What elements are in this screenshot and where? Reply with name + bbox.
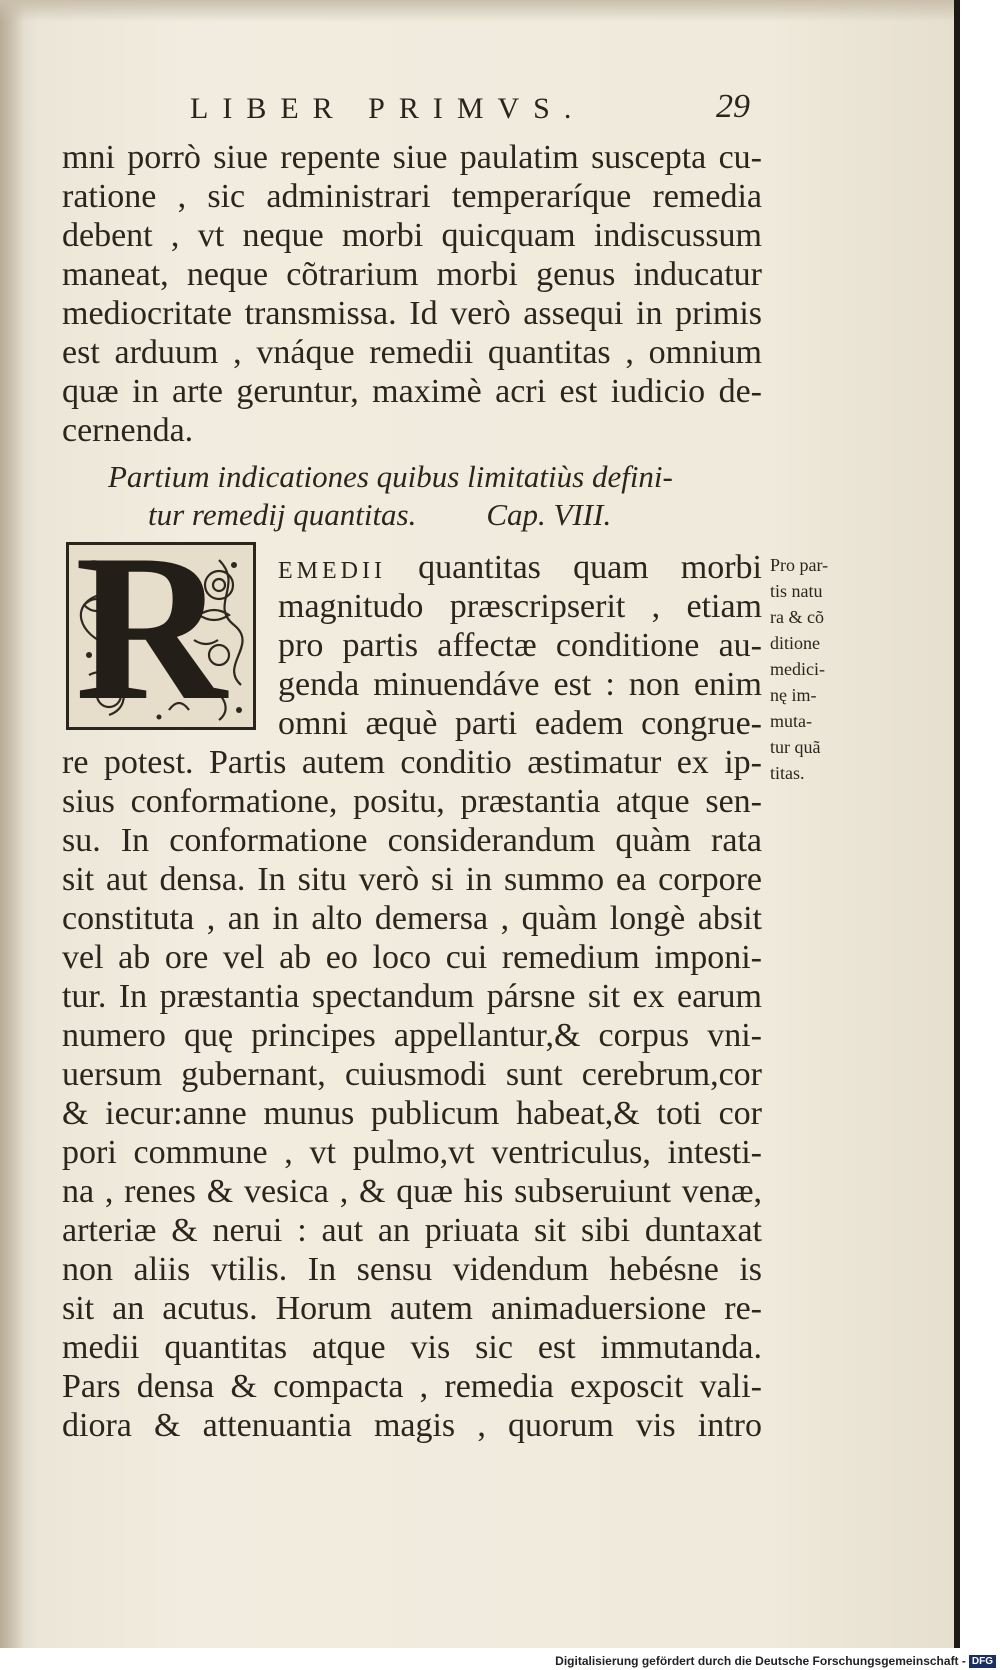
marginal-line: muta-: [770, 711, 812, 731]
text-line: sit aut densa. In situ verò si in summo ea corpore: [62, 861, 762, 898]
text-line: pori commune , vt pulmo,vt ventriculus, intesti-: [62, 1134, 762, 1171]
text-line: diora & attenuantia magis , quorum vis intro: [62, 1407, 762, 1444]
text-line: re potest. Partis autem conditio æstimatur ex ip-: [62, 744, 762, 781]
text-line: su. In conformatione considerandum quàm rata: [62, 822, 762, 859]
marginal-line: medici-: [770, 659, 825, 679]
marginal-line: tur quã: [770, 737, 821, 757]
chapter-number: Cap. VIII.: [486, 497, 612, 532]
text-line: arteriæ & nerui : aut an priuata sit sibi duntaxat: [62, 1212, 762, 1249]
digitization-credit: [555, 1654, 996, 1668]
chapter-title-line-2: tur remedij quantitas.: [148, 497, 417, 532]
page-number: 29: [716, 88, 750, 125]
marginal-line: titas.: [770, 763, 805, 783]
text-line: sit an acutus. Horum autem animaduersione re-: [62, 1290, 762, 1327]
text-line: na , renes & vesica , & quæ his subseruiunt venæ,: [62, 1173, 762, 1210]
opening-rest: quantitas quam morbi: [385, 549, 762, 586]
opening-word: emedii: [278, 549, 386, 586]
marginal-note: [770, 552, 862, 786]
dfg-logo: DFG: [969, 1655, 996, 1668]
text-line: omni æquè parti eadem congrue-: [278, 705, 762, 742]
text-line: maneat, neque cõtrarium morbi genus inducatur: [62, 256, 762, 293]
text-line: est arduum , vnáque remedii quantitas , omnium: [62, 334, 762, 371]
marginal-line: ditione: [770, 633, 820, 653]
text-line: [278, 548, 762, 587]
text-line: constituta , an in alto demersa , quàm longè absit: [62, 900, 762, 937]
text-line: cernenda.: [62, 412, 194, 449]
text-line: genda minuendáve est : non enim: [278, 666, 762, 703]
text-line: numero quę principes appellantur,& corpus vni-: [62, 1017, 762, 1054]
drop-cap-lines: [278, 548, 762, 743]
text-line: non aliis vtilis. In sensu videndum hebésne is: [62, 1251, 762, 1288]
text-line: debent , vt neque morbi quicquam indiscussum: [62, 217, 762, 254]
text-line: medii quantitas atque vis sic est immutanda.: [62, 1329, 762, 1366]
chapter-body: [62, 743, 762, 1445]
marginal-line: nę im-: [770, 685, 817, 705]
text-line: uersum gubernant, cuiusmodi sunt cerebrum,cor: [62, 1056, 762, 1093]
text-line: tur. In præstantia spectandum pársne sit ex earum: [62, 978, 762, 1015]
opening-paragraph: [62, 138, 762, 450]
marginal-line: tis natu: [770, 581, 823, 601]
initial-letter: R: [75, 512, 227, 744]
text-line: vel ab ore vel ab eo loco cui remedium imponi-: [62, 939, 762, 976]
credit-text: Digitalisierung gefördert durch die Deutsche Forschungsgemeinschaft -: [555, 1653, 966, 1668]
text-line: mni porrò siue repente siue paulatim susceptа cu-: [62, 139, 762, 176]
text-line: mediocritate transmissa. Id verò assequi in primis: [62, 295, 762, 332]
chapter-title-line-1: Partium indicationes quibus limitatiùs defini-: [108, 459, 673, 494]
marginal-line: ra & cõ: [770, 607, 824, 627]
text-line: magnitudo præscripserit , etiam: [278, 588, 762, 625]
marginal-line: Pro par-: [770, 555, 829, 575]
text-line: quæ in arte geruntur, maximè acri est iudicio de-: [62, 373, 762, 410]
running-head: LIBER PRIMVS.: [190, 92, 586, 125]
text-line: ratione , sic administrari temperaríque remedia: [62, 178, 762, 215]
text-line: sius conformatione, positu, præstantia atque sen-: [62, 783, 762, 820]
text-line: pro partis affectæ conditione au-: [278, 627, 762, 664]
text-line: & iecur:anne munus publicum habeat,& toti cor: [62, 1095, 762, 1132]
text-line: Pars densa & compacta , remedia exposcit vali-: [62, 1368, 762, 1405]
decorated-initial: [66, 512, 256, 744]
